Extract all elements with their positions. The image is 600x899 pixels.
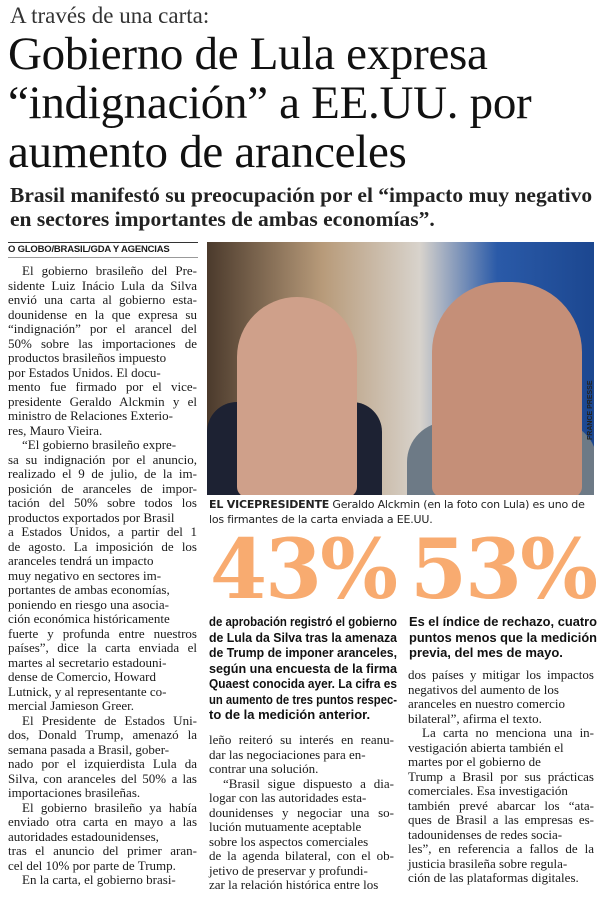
caption-lead: EL VICEPRESIDENTE: [209, 498, 330, 511]
text-line: [408, 741, 594, 756]
headline-line: [8, 79, 596, 128]
text-line-content: martes al secretario estadouni-: [8, 654, 167, 670]
text-line-content: 50% sobre las importaciones de: [8, 335, 197, 351]
headline-line: [8, 128, 596, 177]
text-line-content: “indignación” por el arancel del: [8, 321, 197, 336]
text-line-content: sidente Luiz Inácio Lula da Silva: [8, 277, 197, 293]
news-photo: [207, 242, 594, 495]
headline-text: “indignación” a EE.UU. por: [8, 77, 532, 129]
text-line-content: lución mutuamente aceptable: [209, 819, 362, 834]
photo-credit: FRANCE PRESSE: [587, 380, 594, 440]
stat-text-line: [209, 661, 397, 677]
stat-text-line: [209, 676, 397, 692]
text-line-content: nado por el izquierdista Lula da: [8, 756, 197, 771]
stat-text-content: Quaest conocida ayer. La cifra es: [209, 676, 398, 691]
text-line-content: dos países y mitigar los impactos: [408, 667, 594, 682]
text-line: [8, 859, 197, 874]
stat-text-content: to de la medición anterior.: [209, 707, 371, 722]
headline-text: aumento de aranceles: [8, 126, 407, 178]
text-line: [209, 777, 394, 792]
text-line-content: portantes de ambas economías,: [8, 582, 170, 597]
text-line: [209, 791, 394, 806]
photo-figure-lula: [432, 282, 582, 495]
text-line: [8, 844, 197, 859]
stat-text-content: de Trump de imponer aranceles,: [209, 645, 398, 660]
text-line: [8, 293, 197, 308]
stat-text-content: según una encuesta de la firma: [209, 660, 397, 676]
stat-text-content: puntos menos que la medición: [409, 629, 597, 645]
text-line-content: a Estados Unidos, a partir del 1: [8, 524, 197, 539]
text-line: [8, 380, 197, 395]
stat-value-approval: 43%: [210, 522, 397, 618]
text-line-content: también prevé abarcar los “ata-: [408, 797, 595, 813]
text-line-content: poniendo en riesgo una asocia-: [8, 596, 170, 612]
text-line: [8, 351, 197, 366]
stat-text-approval: [209, 614, 397, 723]
stat-text-line: [209, 614, 397, 630]
text-line: [8, 569, 197, 584]
text-line-content: de la agenda bilateral, con el ob-: [209, 848, 394, 863]
text-line-content: presidente Geraldo Alckmin y el: [8, 393, 197, 409]
text-line-content: cel del 10% por parte de Trump.: [8, 857, 176, 873]
text-line: [408, 813, 594, 828]
stat-text-line: [209, 707, 397, 723]
text-line: [408, 668, 594, 683]
text-line: [8, 728, 197, 743]
text-line-content: países”, dice la carta enviada el: [8, 640, 197, 655]
text-line: [8, 337, 197, 352]
text-line: [8, 511, 197, 526]
text-line: [408, 712, 594, 727]
deck-text: Brasil manifestó su preocupación por el “impacto muy negativo: [10, 183, 593, 207]
text-line-content: jetivo de preservar y profundi-: [209, 862, 368, 878]
text-line: [8, 699, 197, 714]
text-line: [8, 743, 197, 758]
text-line: [8, 424, 197, 439]
deck: [10, 183, 595, 231]
headline-line: [8, 30, 596, 79]
text-line: [408, 828, 594, 843]
text-line: [408, 726, 594, 741]
stat-text-line: [409, 645, 597, 661]
text-line-content: Silva, con aranceles del 50% a las: [8, 770, 197, 786]
body-column-3: [408, 668, 594, 886]
text-line-content: productos brasileños impuesto: [8, 350, 167, 365]
text-line-content: dense de Comercio, Howard: [8, 669, 157, 684]
text-line-content: sa su indignación por el anuncio,: [8, 451, 197, 467]
text-line-content: tación del 50% sobre todos los: [8, 495, 197, 510]
stat-text-content: de Lula da Silva tras la amenaza: [209, 629, 397, 645]
text-line-content: de agosto. La imposición de los: [8, 538, 197, 554]
text-line-content: mercial Jamieson Greer.: [8, 698, 134, 713]
stat-text-line: [209, 645, 397, 661]
text-line: [8, 627, 197, 642]
text-line: [209, 835, 394, 850]
text-line-content: ministro de Relaciones Exterio-: [8, 408, 173, 423]
text-line: [209, 864, 394, 879]
text-line-content: tadounidenses de redes socia-: [408, 826, 563, 842]
text-line-content: les”, en referencia a fallos de la: [408, 841, 594, 856]
text-line-content: mento fue firmado por el vice-: [8, 379, 197, 394]
deck-text: en sectores importantes de ambas economías”.: [10, 207, 435, 231]
text-line-content: aranceles en nuestro comercio: [408, 696, 566, 711]
text-line: [8, 757, 197, 772]
text-line-content: logar con las autoridades esta-: [209, 790, 367, 805]
text-line: [408, 871, 594, 886]
text-line: [8, 714, 197, 729]
text-line-content: vestigación abierta también el: [408, 739, 564, 755]
text-line: [8, 322, 197, 337]
text-line: [8, 279, 197, 294]
text-line: [8, 264, 197, 279]
text-line: [408, 683, 594, 698]
text-line-content: “Brasil sigue dispuesto a dia-: [223, 775, 394, 791]
text-line: [8, 525, 197, 540]
text-line-content: productos exportados por Brasil: [8, 509, 175, 525]
text-line-content: fuerte y profunda entre nuestros: [8, 625, 197, 641]
text-line: [8, 830, 197, 845]
headline: [8, 30, 596, 177]
stat-text-line: [209, 630, 397, 646]
text-line-content: ción de las plataformas digitales.: [408, 870, 579, 885]
text-line: [8, 670, 197, 685]
text-line: [408, 755, 594, 770]
text-line-content: envió una carta al gobierno esta-: [8, 292, 197, 307]
text-line: [209, 748, 394, 763]
text-line-content: enviado otra carta en mayo a las: [8, 814, 198, 829]
text-line: [209, 762, 394, 777]
text-line-content: aranceles tendrá un impacto: [8, 553, 154, 568]
stat-value-rejection: 53%: [410, 522, 597, 618]
text-line-content: negativos del aumento de los: [408, 681, 559, 697]
text-line: [8, 496, 197, 511]
text-line: [8, 656, 197, 671]
text-line: [8, 554, 197, 569]
text-line-content: dounidense en la que expresa su: [8, 306, 197, 322]
text-line-content: justicia brasileña sobre regula-: [408, 855, 568, 871]
text-line: [8, 786, 197, 801]
text-line: [209, 806, 394, 821]
body-column-2: [209, 733, 394, 893]
text-line-content: El gobierno brasileño ya había: [22, 799, 197, 815]
stat-text-content: de aprobación registró el gobierno: [209, 614, 398, 629]
photo-figure-alckmin: [237, 297, 357, 495]
stat-text-line: [209, 692, 397, 708]
stat-text-rejection: [409, 614, 597, 661]
text-line-content: autoridades estadounidenses,: [8, 828, 159, 844]
text-line-content: posición de aranceles de impor-: [8, 480, 197, 496]
text-line: [8, 685, 197, 700]
text-line-content: dar las negociaciones para en-: [209, 746, 366, 762]
text-line: [408, 784, 594, 799]
text-line: [408, 697, 594, 712]
deck-line: [10, 207, 595, 231]
text-line-content: dos, Donald Trump, amenazó la: [8, 727, 198, 742]
text-line-content: zar la relación histórica entre los: [209, 877, 379, 892]
text-line: [8, 612, 197, 627]
text-line-content: “El gobierno brasileño expre-: [22, 437, 177, 452]
body-column-1: [8, 264, 197, 888]
text-line: [8, 801, 197, 816]
stat-text-content: un aumento de tres puntos respec-: [209, 691, 397, 707]
stat-text-line: [409, 614, 597, 630]
text-line: [8, 438, 197, 453]
stat-text-line: [409, 630, 597, 646]
text-line: [209, 820, 394, 835]
text-line-content: En la carta, el gobierno brasi-: [22, 872, 176, 887]
text-line-content: dounidenses y negociar una so-: [209, 804, 394, 820]
text-line: [408, 770, 594, 785]
text-line-content: El gobierno brasileño del Pre-: [22, 263, 197, 278]
text-line-content: bilateral”, afirma el texto.: [408, 710, 542, 726]
text-line: [8, 540, 197, 555]
text-line: [8, 395, 197, 410]
source-line: O GLOBO/BRASIL/GDA Y AGENCIAS: [8, 242, 198, 258]
text-line-content: leño reiteró su interés en reanu-: [209, 732, 394, 747]
deck-line: [10, 183, 595, 207]
text-line: [209, 878, 394, 893]
text-line-content: tras el anuncio del primer aran-: [8, 843, 197, 858]
text-line: [408, 842, 594, 857]
text-line-content: res, Mauro Vieira.: [8, 422, 103, 438]
text-line: [8, 873, 197, 888]
text-line: [8, 467, 197, 482]
text-line: [209, 733, 394, 748]
text-line-content: ción económica históricamente: [8, 611, 170, 626]
text-line-content: El Presidente de Estados Uni-: [22, 712, 198, 728]
text-line-content: Lutnick, y al representante co-: [8, 683, 167, 699]
caption-text: Geraldo Alckmin (en la foto con Lula) es uno de los firmantes de la carta enviada a EE.UU.: [209, 498, 585, 526]
stat-text-content: Es el índice de rechazo, cuatro: [409, 614, 598, 629]
text-line: [8, 453, 197, 468]
text-line-content: sobre los aspectos comerciales: [209, 833, 369, 849]
stat-text-content: previa, del mes de mayo.: [409, 645, 563, 660]
text-line: [8, 815, 197, 830]
text-line-content: ques de Brasil a las empresas es-: [408, 812, 594, 827]
text-line: [8, 772, 197, 787]
text-line: [8, 598, 197, 613]
text-line-content: comerciales. Esa investigación: [408, 783, 568, 798]
text-line: [8, 482, 197, 497]
headline-text: Gobierno de Lula expresa: [8, 28, 488, 80]
text-line-content: realizado el 9 de julio, de la im-: [8, 466, 197, 481]
text-line: [408, 799, 594, 814]
text-line-content: semana pasada a Brasil, gober-: [8, 741, 170, 757]
text-line: [8, 641, 197, 656]
text-line-content: por Estados Unidos. El docu-: [8, 364, 161, 380]
text-line-content: martes por el gobierno de: [408, 754, 541, 769]
kicker: A través de una carta:: [10, 3, 210, 28]
text-line-content: contrar una solución.: [209, 761, 319, 776]
text-line-content: muy negativo en sectores im-: [8, 567, 162, 583]
text-line: [8, 366, 197, 381]
text-line-content: Trump a Brasil por sus prácticas: [408, 768, 594, 784]
text-line-content: importaciones brasileñas.: [8, 785, 141, 800]
text-line-content: La carta no menciona una in-: [422, 725, 595, 740]
text-line: [8, 409, 197, 424]
text-line: [8, 583, 197, 598]
text-line: [209, 849, 394, 864]
text-line: [8, 308, 197, 323]
text-line: [408, 857, 594, 872]
